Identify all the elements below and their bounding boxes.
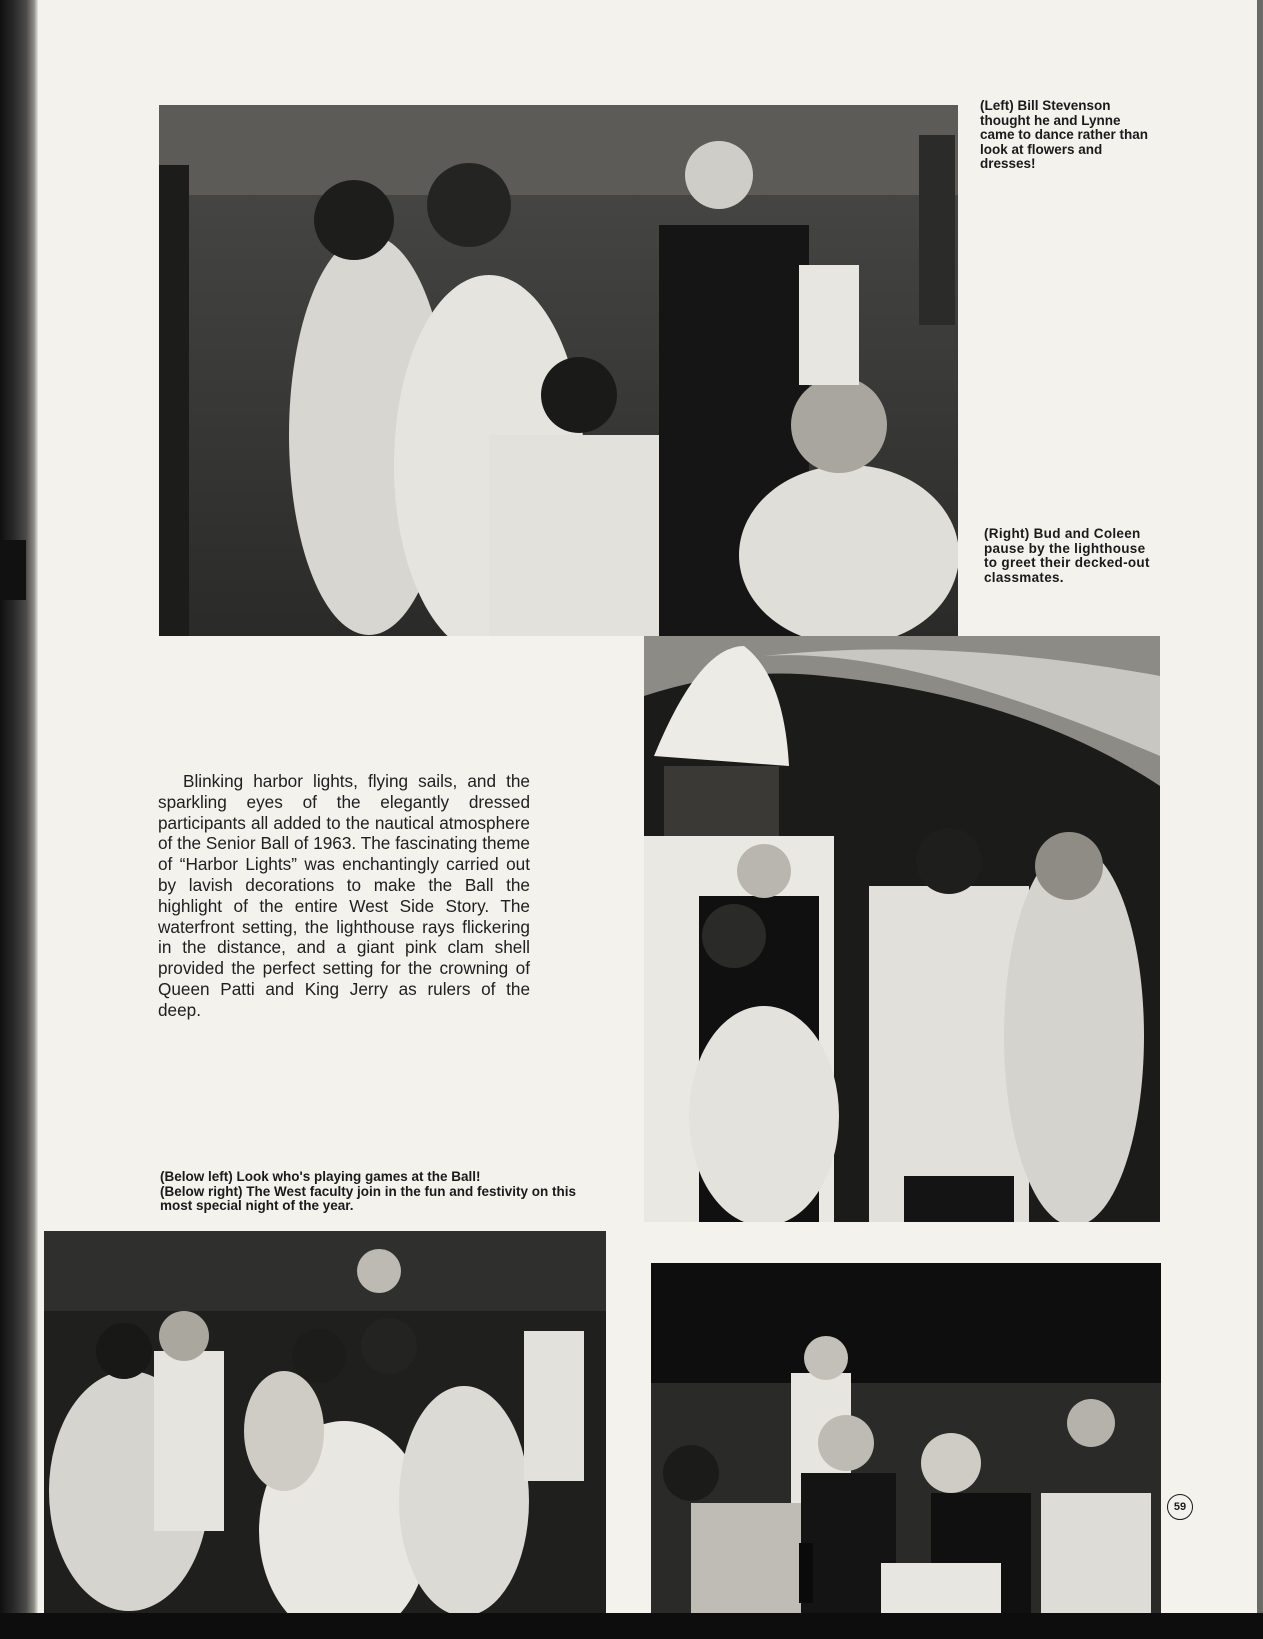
page-edge-bottom (0, 1613, 1263, 1639)
caption-top-right: (Right) Bud and Coleen pause by the lighthouse to greet their decked-out classmates. (984, 526, 1150, 585)
caption-below (160, 1170, 610, 1214)
caption-below-right: (Below right) The West faculty join in the fun and festivity on this most special night of the year. (160, 1183, 577, 1213)
body-paragraph: Blinking harbor lights, flying sails, and the sparkling eyes of the elegantly dressed participants all added to the nautical atmosphere of the Senior Ball of 1963. The fascinating theme of “Harbor Lights” was enchantingly carried out by lavish decorations to make the Ball the highlight of the entire West Side Story. The waterfront setting, the lighthouse rays flickering in the distance, and a giant pink clam shell provided the perfect setting for the crowning of Queen Patti and King Jerry as rulers of the deep. (158, 771, 530, 1020)
book-binding (0, 0, 38, 1639)
caption-below-left: (Below left) Look who's playing games at the Ball! (160, 1169, 481, 1184)
photo-games (44, 1231, 606, 1617)
photo-dance-flowers (159, 105, 958, 636)
page-edge-right (1257, 0, 1263, 1639)
photo-lighthouse (644, 636, 1160, 1222)
binding-tab (0, 540, 26, 600)
page-number: 59 (1167, 1494, 1193, 1520)
caption-top-left: (Left) Bill Stevenson thought he and Lynne came to dance rather than look at flowers and dresses! (980, 98, 1149, 171)
photo-faculty (651, 1263, 1161, 1617)
